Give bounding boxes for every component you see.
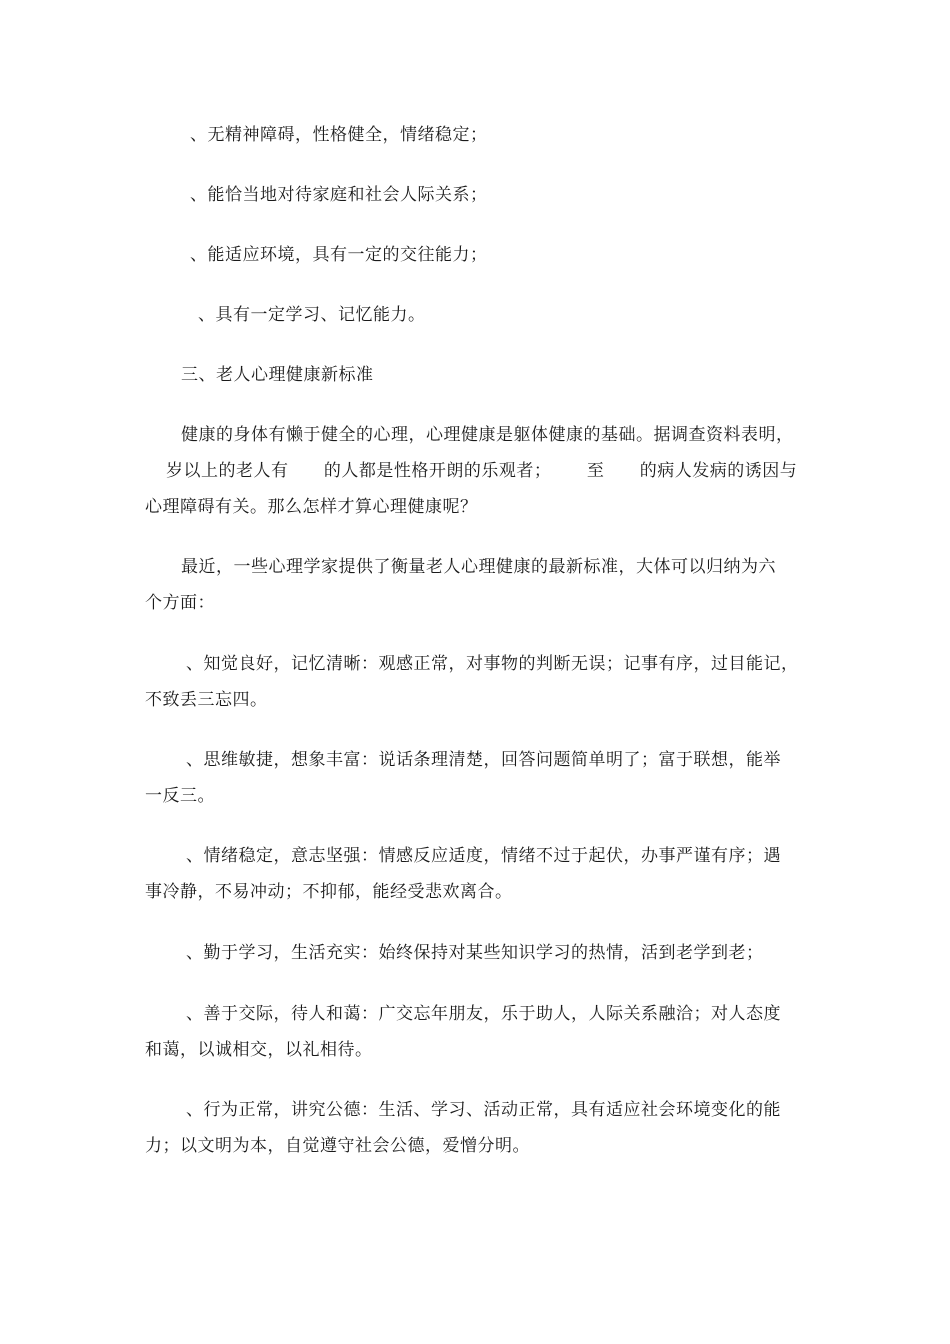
text-line: 、能适应环境，具有一定的交往能力；: [190, 245, 488, 265]
text-line: 、具有一定学习、记忆能力。: [198, 305, 426, 325]
section-heading: 三、老人心理健康新标准: [181, 365, 374, 385]
text-line: 、行为正常，讲究公德：生活、学习、活动正常，具有适应社会环境变化的能: [186, 1100, 781, 1120]
text-line: 最近，一些心理学家提供了衡量老人心理健康的最新标准，大体可以归纳为六: [181, 557, 776, 577]
text-line: 、情绪稳定，意志坚强：情感反应适度，情绪不过于起伏，办事严谨有序；遇: [186, 846, 781, 866]
text-line: 、无精神障碍，性格健全，情绪稳定；: [190, 125, 488, 145]
text-line: 、能恰当地对待家庭和社会人际关系；: [190, 185, 488, 205]
text-line: 岁以上的老人有 的人都是性格开朗的乐观者； 至 的病人发病的诱因与: [166, 461, 798, 481]
text-line: 力；以文明为本，自觉遵守社会公德，爱憎分明。: [145, 1136, 530, 1156]
text-line: 、善于交际，待人和蔼：广交忘年朋友，乐于助人，人际关系融洽；对人态度: [186, 1004, 781, 1024]
text-line: 和蔼，以诚相交，以礼相待。: [145, 1040, 373, 1060]
text-line: 、勤于学习，生活充实：始终保持对某些知识学习的热情，活到老学到老；: [186, 943, 764, 963]
text-line: 心理障碍有关。那么怎样才算心理健康呢？: [145, 497, 478, 517]
text-line: 健康的身体有懒于健全的心理，心理健康是躯体健康的基础。据调查资料表明，: [181, 425, 794, 445]
text-line: 个方面：: [145, 593, 215, 613]
text-line: 、思维敏捷，想象丰富：说话条理清楚，回答问题简单明了；富于联想，能举: [186, 750, 781, 770]
text-line: 不致丢三忘四。: [145, 690, 268, 710]
text-line: 一反三。: [145, 786, 215, 806]
text-line: 、知觉良好，记忆清晰：观感正常，对事物的判断无误；记事有序，过目能记，: [186, 654, 799, 674]
text-line: 事冷静，不易冲动；不抑郁，能经受悲欢离合。: [145, 882, 513, 902]
